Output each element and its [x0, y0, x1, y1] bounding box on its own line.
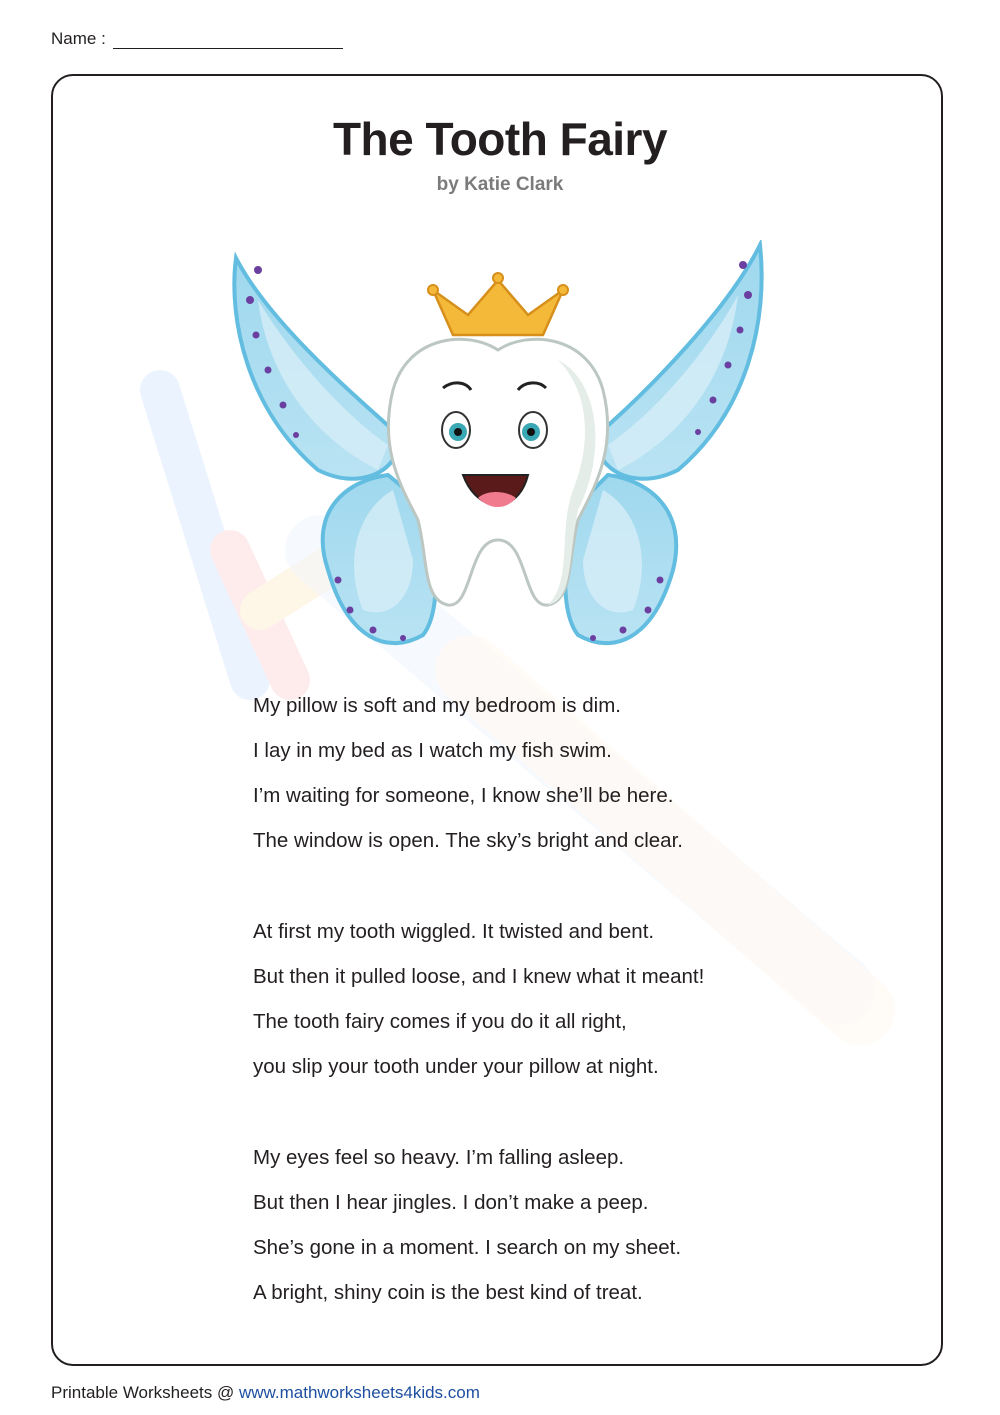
stanza	[253, 917, 704, 1097]
poem-line: My eyes feel so heavy. I’m falling asleep.	[253, 1146, 625, 1169]
footer	[51, 1383, 480, 1403]
poem-line: But then I hear jingles. I don’t make a peep.	[253, 1191, 649, 1214]
poem-line: But then it pulled loose, and I knew what it meant!	[253, 965, 705, 988]
poem-line: The window is open. The sky’s bright and clear.	[253, 829, 683, 852]
stanza	[253, 691, 704, 871]
crown-icon	[433, 280, 563, 335]
tooth-fairy-illustration	[228, 240, 768, 670]
worksheet-title: The Tooth Fairy	[332, 113, 668, 165]
footer-link[interactable]: www.mathworksheets4kids.com	[238, 1383, 480, 1402]
poem-line: She’s gone in a moment. I search on my sheet.	[253, 1236, 682, 1259]
name-line[interactable]	[113, 48, 343, 49]
worksheet-author: by Katie Clark	[436, 174, 564, 195]
poem-line: At first my tooth wiggled. It twisted and bent.	[253, 920, 655, 943]
poem-line: I’m waiting for someone, I know she’ll be here.	[253, 784, 674, 807]
stanza	[253, 1143, 704, 1323]
poem-line: I lay in my bed as I watch my fish swim.	[253, 739, 612, 762]
poem	[253, 691, 704, 1369]
poem-line: My pillow is soft and my bedroom is dim.	[253, 694, 621, 717]
footer-label: Printable Worksheets @	[51, 1383, 235, 1402]
name-label: Name :	[51, 29, 106, 48]
poem-line: A bright, shiny coin is the best kind of treat.	[253, 1281, 643, 1304]
poem-line: you slip your tooth under your pillow at night.	[253, 1055, 659, 1078]
poem-line: The tooth fairy comes if you do it all right,	[253, 1010, 627, 1033]
